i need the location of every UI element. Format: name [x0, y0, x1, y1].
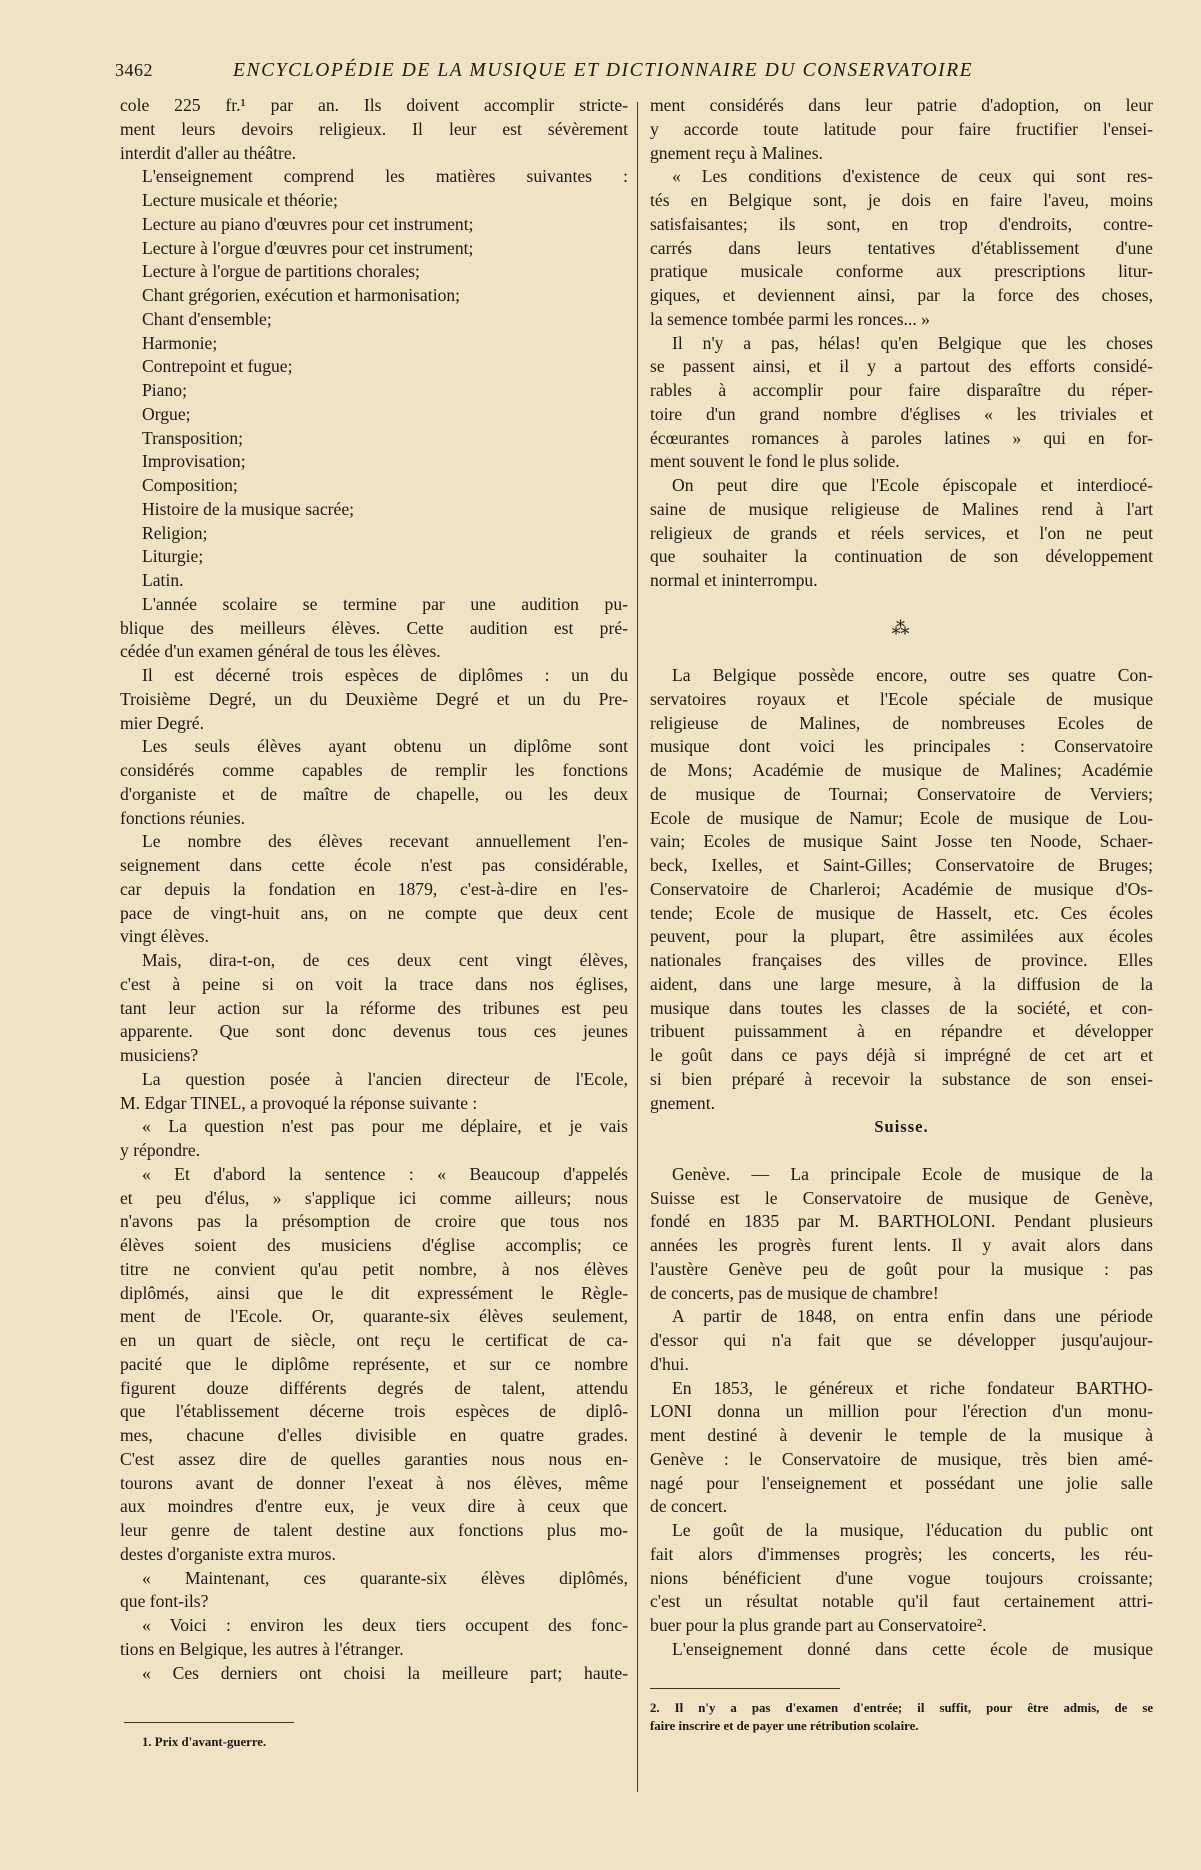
text-line: diplômés, ainsi que le dit expressément le Règle- [120, 1282, 628, 1303]
left-column [120, 94, 628, 1751]
text-line: et peu d'élus, » s'applique ici comme ailleurs; nous [120, 1187, 628, 1208]
text-line: gnement. [650, 1092, 715, 1113]
text-line: Ecole de musique de Namur; Ecole de musique de Lou- [650, 807, 1153, 828]
text-line: nagé pour l'enseignement et possédant une jolie salle [650, 1472, 1153, 1493]
text-line: ment leurs devoirs religieux. Il leur est sévèrement [120, 118, 628, 139]
text-line: le goût dans ce pays déjà si imprégné de cet art et [650, 1045, 1153, 1065]
text-line: M. Edgar TINEL, a provoqué la réponse suivante : [120, 1092, 478, 1113]
list-item: Religion; [142, 522, 208, 543]
text-line: toire d'un grand nombre d'églises « les triviales et [650, 403, 1153, 424]
text-line: ment considérés dans leur patrie d'adoption, on leur [650, 95, 1153, 115]
blank-line [650, 593, 1153, 617]
text-line: que souhaiter la continuation de son développement [650, 546, 1153, 567]
text-line: Conservatoire de Charleroi; Académie de musique d'Os- [650, 878, 1153, 899]
text-line: ment souvent le fond le plus solide. [650, 451, 900, 472]
text-line: vain; Ecoles de musique Saint Josse ten Noode, Schaer- [650, 831, 1153, 852]
text-line: de concerts, pas de musique de chambre! [650, 1282, 939, 1303]
column-divider [637, 102, 638, 1792]
text-line: si bien préparé à recevoir la substance de son ensei- [650, 1068, 1153, 1089]
text-line: de Mons; Académie de musique de Malines; Académie [650, 760, 1153, 780]
text-line: La question posée à l'ancien directeur de l'Ecole, [142, 1068, 628, 1089]
text-line: saine de musique religieuse de Malines rend à l'art [650, 498, 1153, 519]
text-line: fait alors d'immenses progrès; les concerts, les réu- [650, 1543, 1153, 1564]
text-line: que font-ils? [120, 1591, 209, 1612]
list-item: Lecture au piano d'œuvres pour cet instrument; [142, 213, 474, 234]
text-line: mes, chacune d'elles divisible en quatre grades. [120, 1425, 628, 1445]
text-line: de concert. [650, 1496, 728, 1517]
text-line: cole 225 fr.¹ par an. Ils doivent accomplir stricte- [120, 95, 628, 115]
text-line: L'année scolaire se termine par une audition pu- [142, 593, 628, 614]
text-line: y répondre. [120, 1140, 201, 1160]
text-line: élèves soient des musiciens d'église accomplis; ce [120, 1235, 628, 1255]
text-line: pratique musicale conforme aux prescriptions litur- [650, 261, 1153, 282]
text-line: Le nombre des élèves recevant annuellement l'en- [142, 831, 628, 852]
text-line: « Voici : environ les deux tiers occupent des fonc- [142, 1615, 628, 1635]
list-item: Piano; [142, 380, 187, 400]
list-item: Harmonie; [142, 332, 218, 353]
text-line: vingt élèves. [120, 926, 209, 947]
list-item: Lecture musicale et théorie; [142, 190, 338, 210]
text-line: aident, dans une large mesure, à la diffusion de la [650, 973, 1153, 994]
page-number: 3462 [115, 60, 153, 80]
text-line: d'organiste et de maître de chapelle, ou les deux [120, 783, 628, 804]
text-line: nions bénéficient d'une vogue toujours croissante; [650, 1567, 1153, 1588]
text-line: leur genre de talent destine aux fonctions plus mo- [120, 1520, 628, 1540]
footnote-line: faire inscrire et de payer une rétribution scolaire. [650, 1719, 919, 1733]
section-separator: ⁂ [891, 617, 912, 638]
text-line: Suisse est le Conservatoire de musique de Genève, [650, 1187, 1153, 1208]
text-line: titre ne convient qu'au petit nombre, à nos élèves [120, 1258, 628, 1279]
text-line: beck, Ixelles, et Saint-Gilles; Conservatoire de Bruges; [650, 855, 1153, 875]
text-line: ment destiné à devenir le temple de la musique à [650, 1425, 1153, 1445]
text-line: satisfaisantes; ils sont, en trop d'endroits, contre- [650, 213, 1153, 234]
text-line: On peut dire que l'Ecole épiscopale et interdiocé- [672, 475, 1153, 495]
text-line: musiciens? [120, 1045, 199, 1065]
text-line: religieuse de Malines, de nombreuses Ecoles de [650, 712, 1153, 733]
text-line: musique dont voici les principales : Conservatoire [650, 736, 1153, 757]
text-line: L'enseignement donné dans cette école de musique [672, 1638, 1153, 1659]
text-line: c'est un résultat notable qu'il faut certainement attri- [650, 1591, 1153, 1612]
text-line: se passent ainsi, et il y a partout des efforts considé- [650, 356, 1153, 377]
text-line: religieux de grands et réels services, et l'on ne peut [650, 522, 1153, 543]
list-item: Orgue; [142, 403, 191, 424]
text-line: tant leur action sur la réforme des tribunes est peu [120, 997, 628, 1018]
text-line: y accorde toute latitude pour faire fructifier l'ensei- [650, 118, 1153, 139]
text-line: C'est assez dire de quelles garanties nous nous en- [120, 1448, 628, 1469]
text-line: tourons avant de donner l'exeat à nos élèves, même [120, 1472, 628, 1493]
right-column [650, 94, 1153, 1735]
text-line: Il n'y a pas, hélas! qu'en Belgique que les choses [672, 332, 1153, 353]
text-line: en un quart de siècle, ont reçu le certificat de ca- [120, 1330, 628, 1350]
text-line: nationales françaises des villes de province. Elles [650, 950, 1153, 970]
text-line: tribuent puissamment à en répandre et développer [650, 1021, 1153, 1042]
text-line: aux moindres d'entre eux, je veux dire à ceux que [120, 1496, 628, 1517]
text-line: ment de l'Ecole. Or, quarante-six élèves seulement, [120, 1306, 628, 1327]
footnote: 1. Prix d'avant-guerre. [142, 1735, 267, 1749]
list-item: Improvisation; [142, 451, 246, 472]
text-line: tés en Belgique sont, je dois en faire l'aveu, moins [650, 190, 1153, 210]
blank-line [650, 1139, 1153, 1163]
running-title: ENCYCLOPÉDIE DE LA MUSIQUE ET DICTIONNAIRE DU CONSERVATOIRE [233, 60, 974, 81]
text-line: figurent douze différents degrés de talent, attendu [120, 1377, 628, 1398]
text-line: La Belgique possède encore, outre ses quatre Con- [672, 665, 1153, 685]
text-line: apparente. Que sont donc devenus tous ces jeunes [120, 1021, 628, 1042]
text-line: que l'établissement décerne trois espèces de diplô- [120, 1401, 628, 1422]
text-line: tende; Ecole de musique de Hasselt, etc. Ces écoles [650, 902, 1153, 923]
text-line: « Maintenant, ces quarante-six élèves diplômés, [142, 1567, 628, 1588]
text-line: de musique de Tournai; Conservatoire de Verviers; [650, 783, 1153, 804]
list-item: Lecture à l'orgue de partitions chorales; [142, 261, 420, 282]
text-line: la semence tombée parmi les ronces... » [650, 308, 930, 329]
text-line: « La question n'est pas pour me déplaire, et je vais [142, 1116, 628, 1137]
list-item: Contrepoint et fugue; [142, 356, 293, 377]
footnote-rule [124, 1722, 294, 1723]
list-item: Latin. [142, 570, 184, 590]
text-line: L'enseignement comprend les matières suivantes : [142, 166, 628, 187]
text-line: peuvent, pour la plupart, être assimilées aux écoles [650, 926, 1153, 947]
text-line: Mais, dira-t-on, de ces deux cent vingt élèves, [142, 950, 628, 970]
text-line: rables à accomplir pour faire disparaître du réper- [650, 380, 1153, 400]
text-line: l'austère Genève peu de goût pour la musique : pas [650, 1258, 1153, 1279]
text-line: d'essor qui n'a fait que se développer jusqu'aujour- [650, 1330, 1153, 1350]
text-line: gnement reçu à Malines. [650, 142, 823, 163]
text-line: « Ces derniers ont choisi la meilleure part; haute- [142, 1662, 628, 1683]
text-line: destes d'organiste extra muros. [120, 1543, 336, 1564]
text-line: carrés dans leurs tentatives d'établissement d'une [650, 237, 1153, 258]
text-line: LONI donna un million pour l'érection d'un monu- [650, 1401, 1153, 1422]
text-line: buer pour la plus grande part au Conservatoire². [650, 1615, 987, 1635]
text-line: années les progrès furent lents. Il y avait alors dans [650, 1235, 1153, 1255]
footnote-line: 2. Il n'y a pas d'examen d'entrée; il suffit, pour être admis, de se [650, 1701, 1153, 1715]
text-line: Genève. — La principale Ecole de musique de la [672, 1163, 1153, 1184]
list-item: Liturgie; [142, 546, 204, 567]
text-line: A partir de 1848, on entra enfin dans une période [672, 1306, 1153, 1327]
text-line: tions en Belgique, les autres à l'étranger. [120, 1638, 404, 1659]
text-line: mier Degré. [120, 712, 205, 733]
blank-line [650, 640, 1153, 664]
text-line: En 1853, le généreux et riche fondateur BARTHO- [672, 1377, 1153, 1398]
text-line: pacité que le diplôme représente, et sur ce nombre [120, 1353, 628, 1374]
text-line: écœurantes romances à paroles latines » qui en for- [650, 427, 1153, 448]
text-line: Les seuls élèves ayant obtenu un diplôme sont [142, 736, 628, 757]
text-line: d'hui. [650, 1353, 689, 1374]
text-line: interdit d'aller au théâtre. [120, 142, 297, 163]
list-item: Transposition; [142, 427, 244, 448]
text-line: normal et ininterrompu. [650, 570, 818, 590]
text-line: musique dans toutes les classes de la société, et con- [650, 997, 1153, 1018]
footnote-rule [650, 1688, 840, 1689]
text-line: fonctions réunies. [120, 807, 246, 828]
text-line: Il est décerné trois espèces de diplômes : un du [142, 665, 628, 685]
text-line: n'avons pas la présomption de croire que tous nos [120, 1211, 628, 1232]
list-item: Chant d'ensemble; [142, 308, 272, 329]
page-header [115, 60, 1035, 84]
text-line: Troisième Degré, un du Deuxième Degré et un du Pre- [120, 688, 628, 709]
text-line: « Les conditions d'existence de ceux qui sont res- [672, 166, 1153, 187]
text-line: fondé en 1835 par M. BARTHOLONI. Pendant plusieurs [650, 1211, 1153, 1232]
text-line: blique des meilleurs élèves. Cette audition est pré- [120, 617, 628, 638]
text-line: pace de vingt-huit ans, on ne compte que deux cent [120, 902, 628, 923]
list-item: Chant grégorien, exécution et harmonisation; [142, 285, 461, 305]
text-line: servatoires royaux et l'Ecole spéciale de musique [650, 688, 1153, 709]
text-line: c'est à peine si on voit la trace dans nos églises, [120, 973, 628, 994]
text-line: seignement dans cette école n'est pas considérable, [120, 855, 628, 875]
text-line: car depuis la fondation en 1879, c'est-à-dire en l'es- [120, 878, 628, 899]
text-line: giques, et deviennent ainsi, par la force des choses, [650, 285, 1153, 305]
text-line: cédée d'un examen général de tous les élèves. [120, 641, 441, 662]
list-item: Composition; [142, 475, 238, 495]
text-line: considérés comme capables de remplir les fonctions [120, 760, 628, 780]
text-line: Genève : le Conservatoire de musique, très bien amé- [650, 1448, 1153, 1469]
section-heading: Suisse. [874, 1117, 929, 1137]
list-item: Lecture à l'orgue d'œuvres pour cet instrument; [142, 237, 474, 258]
text-line: Le goût de la musique, l'éducation du public ont [672, 1520, 1153, 1540]
list-item: Histoire de la musique sacrée; [142, 498, 355, 519]
text-line: « Et d'abord la sentence : « Beaucoup d'appelés [142, 1163, 628, 1184]
